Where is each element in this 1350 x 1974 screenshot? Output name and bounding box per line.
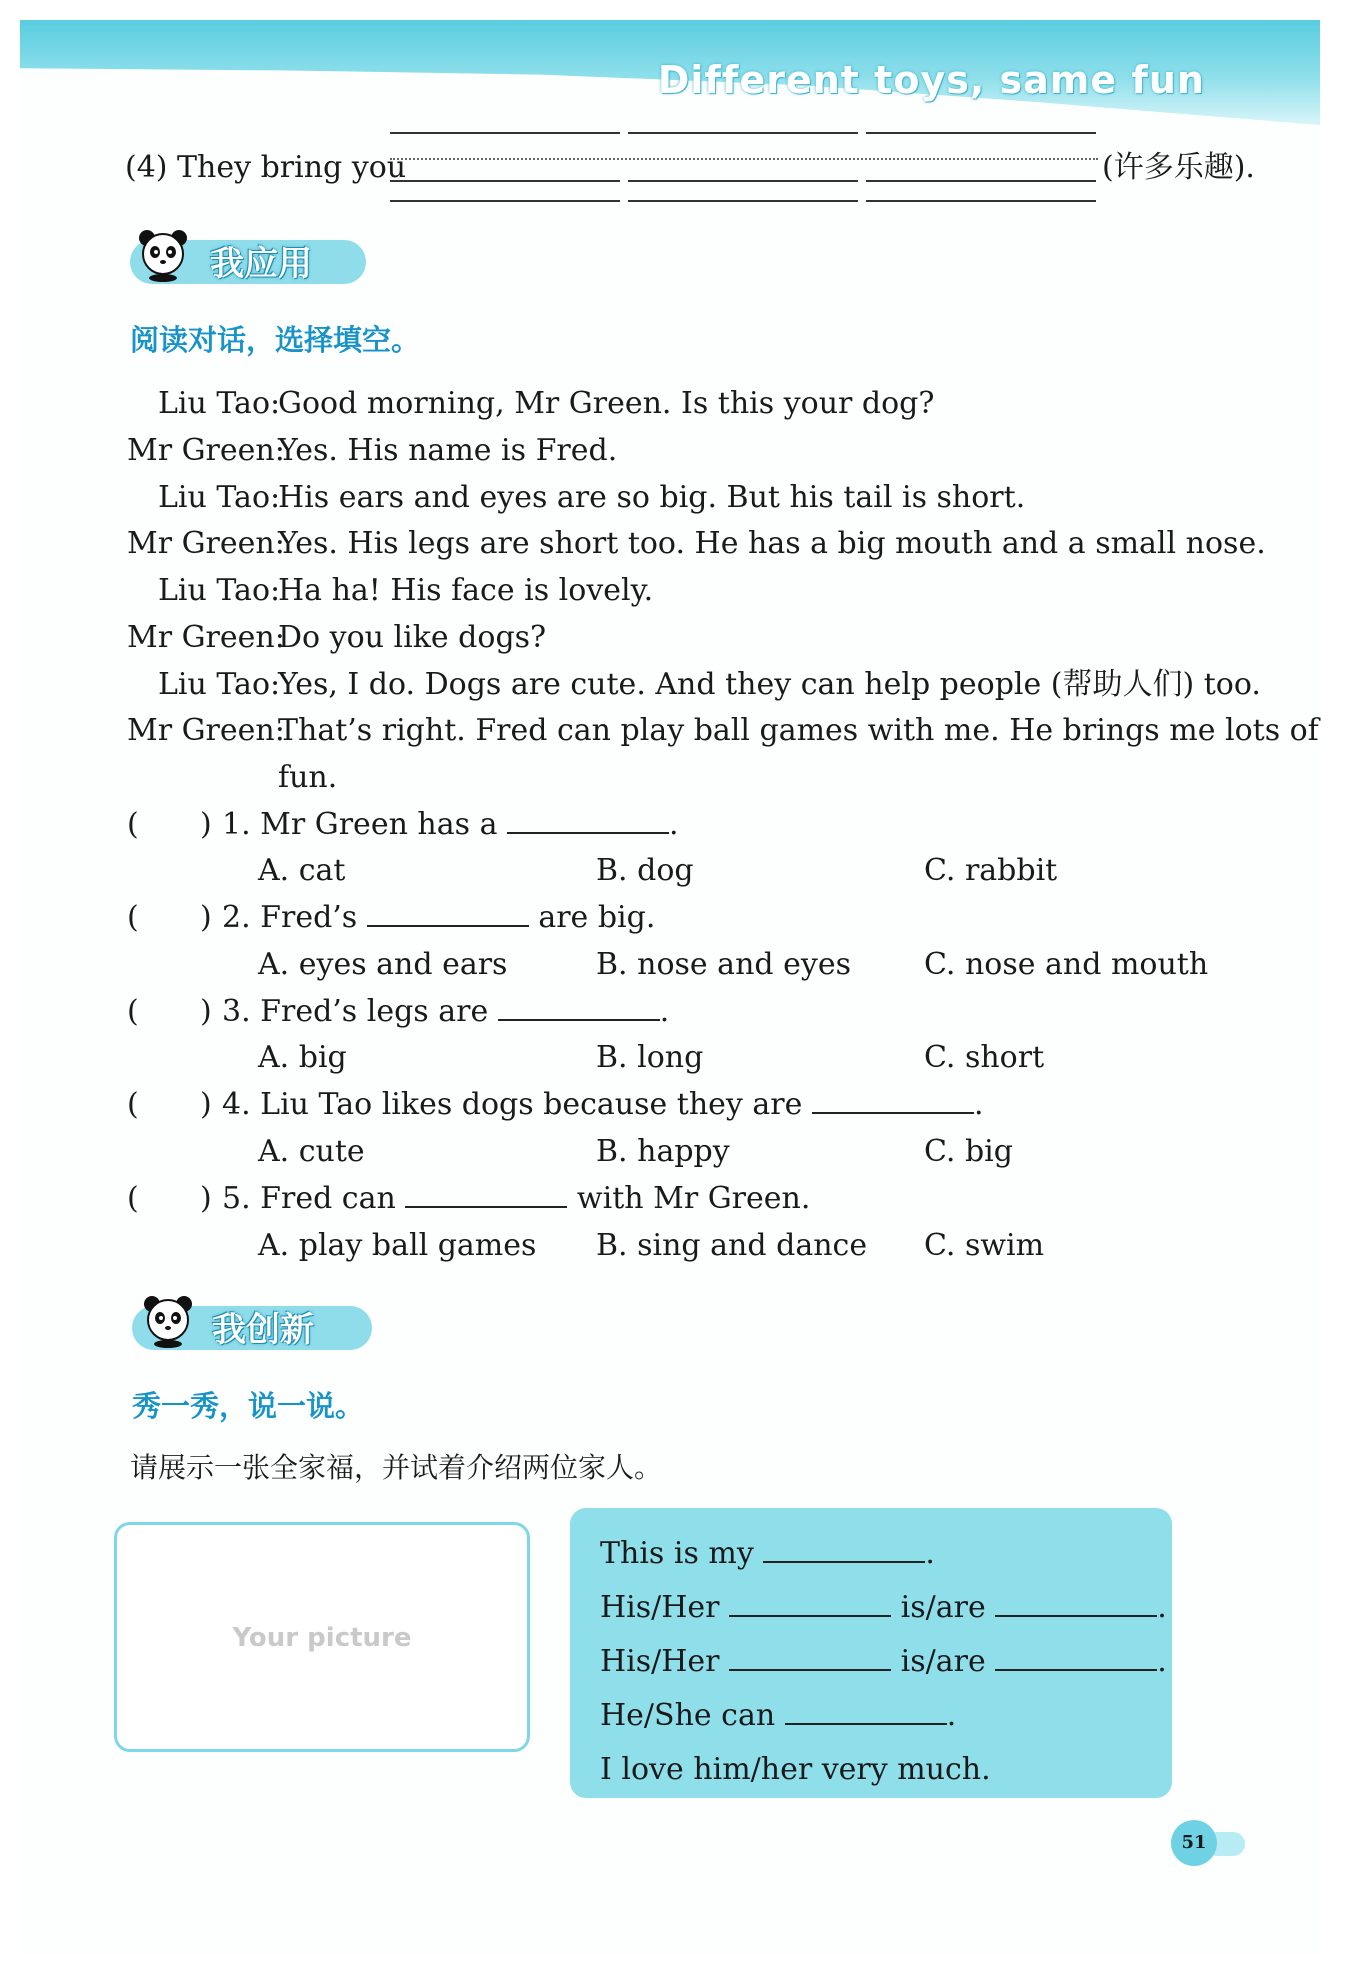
dialogue-speaker: Liu Tao: <box>158 573 281 608</box>
question-text: 5. Fred can with Mr Green. <box>222 1181 811 1216</box>
question-text: 1. Mr Green has a . <box>222 807 679 842</box>
option-c[interactable]: C. nose and mouth <box>924 947 1209 982</box>
answer-paren-close: ) <box>200 994 212 1029</box>
answer-paren-open: ( <box>127 1181 139 1216</box>
card-blank[interactable] <box>763 1561 925 1563</box>
answer-paren-close: ) <box>200 1181 212 1216</box>
answer-box[interactable] <box>142 998 198 1032</box>
option-a[interactable]: A. play ball games <box>258 1228 537 1263</box>
dialogue-speaker: Mr Green: <box>127 713 285 748</box>
option-b[interactable]: B. nose and eyes <box>596 947 851 982</box>
dialogue-speaker: Mr Green: <box>127 433 285 468</box>
answer-paren-open: ( <box>127 900 139 935</box>
create-task: 请展示一张全家福，并试着介绍两位家人。 <box>130 1451 663 1484</box>
page-number: 51 <box>1171 1820 1217 1866</box>
option-c[interactable]: C. short <box>924 1040 1045 1075</box>
answer-blank[interactable] <box>405 1206 567 1208</box>
dialogue-speaker: Mr Green: <box>127 526 285 561</box>
card-line-1: This is my . <box>600 1536 935 1571</box>
dialogue-line: That’s right. Fred can play ball games with me. He brings me lots of <box>278 713 1319 748</box>
dialogue-speaker: Liu Tao: <box>158 480 281 515</box>
option-b[interactable]: B. dog <box>596 853 694 888</box>
answer-blank[interactable] <box>507 832 669 834</box>
option-a[interactable]: A. big <box>258 1040 347 1075</box>
picture-placeholder[interactable] <box>114 1522 530 1752</box>
answer-box[interactable] <box>142 1091 198 1125</box>
dialogue-line: His ears and eyes are so big. But his tail is short. <box>278 480 1026 515</box>
card-line-3: His/Her is/are . <box>600 1644 1167 1679</box>
answer-box[interactable] <box>142 811 198 845</box>
create-instruction: 秀一秀，说一说。 <box>132 1389 365 1423</box>
option-c[interactable]: C. big <box>924 1134 1013 1169</box>
dialogue-line: Yes, I do. Dogs are cute. And they can help people (帮助人们) too. <box>278 667 1261 702</box>
panda-icon <box>135 226 191 282</box>
create-section-title: 我创新 <box>212 1310 314 1350</box>
answer-box[interactable] <box>142 1185 198 1219</box>
dialogue-line: Yes. His name is Fred. <box>278 433 618 468</box>
dialogue-line: Good morning, Mr Green. Is this your dog? <box>278 386 935 421</box>
page-title: Different toys, same fun <box>657 58 1205 102</box>
question-text: 4. Liu Tao likes dogs because they are . <box>222 1087 984 1122</box>
answer-paren-open: ( <box>127 1087 139 1122</box>
card-blank[interactable] <box>785 1723 947 1725</box>
question-text: 3. Fred’s legs are . <box>222 994 670 1029</box>
card-blank[interactable] <box>995 1669 1157 1671</box>
option-a[interactable]: A. cute <box>258 1134 365 1169</box>
dialogue-line: Yes. His legs are short too. He has a big mouth and a small nose. <box>278 526 1266 561</box>
option-b[interactable]: B. long <box>596 1040 704 1075</box>
answer-blank[interactable] <box>367 925 529 927</box>
card-blank[interactable] <box>995 1615 1157 1617</box>
card-blank[interactable] <box>729 1615 891 1617</box>
picture-label: Your picture <box>232 1623 412 1653</box>
answer-blank[interactable] <box>812 1112 974 1114</box>
option-a[interactable]: A. eyes and ears <box>258 947 508 982</box>
answer-paren-close: ) <box>200 807 212 842</box>
question-text: 2. Fred’s are big. <box>222 900 656 935</box>
dialogue-line: fun. <box>278 760 338 795</box>
q4-suffix: (许多乐趣). <box>1102 150 1255 185</box>
card-blank[interactable] <box>729 1669 891 1671</box>
option-a[interactable]: A. cat <box>258 853 346 888</box>
option-c[interactable]: C. swim <box>924 1228 1045 1263</box>
option-b[interactable]: B. sing and dance <box>596 1228 868 1263</box>
answer-paren-open: ( <box>127 994 139 1029</box>
card-line-2: His/Her is/are . <box>600 1590 1167 1625</box>
dialogue-line: Do you like dogs? <box>278 620 547 655</box>
apply-section-title: 我应用 <box>210 244 312 284</box>
apply-instruction: 阅读对话，选择填空。 <box>130 323 421 357</box>
answer-paren-open: ( <box>127 807 139 842</box>
option-c[interactable]: C. rabbit <box>924 853 1058 888</box>
card-line-4: He/She can . <box>600 1698 957 1733</box>
dialogue-speaker: Liu Tao: <box>158 667 281 702</box>
dialogue-speaker: Mr Green: <box>127 620 285 655</box>
dialogue-speaker: Liu Tao: <box>158 386 281 421</box>
card-line-5: I love him/her very much. <box>600 1752 991 1787</box>
option-b[interactable]: B. happy <box>596 1134 730 1169</box>
answer-blank[interactable] <box>498 1019 660 1021</box>
answer-paren-close: ) <box>200 1087 212 1122</box>
answer-box[interactable] <box>142 904 198 938</box>
panda-icon <box>140 1292 196 1348</box>
dialogue-line: Ha ha! His face is lovely. <box>278 573 654 608</box>
answer-paren-close: ) <box>200 900 212 935</box>
q4-prefix: (4) They bring you <box>125 150 407 185</box>
